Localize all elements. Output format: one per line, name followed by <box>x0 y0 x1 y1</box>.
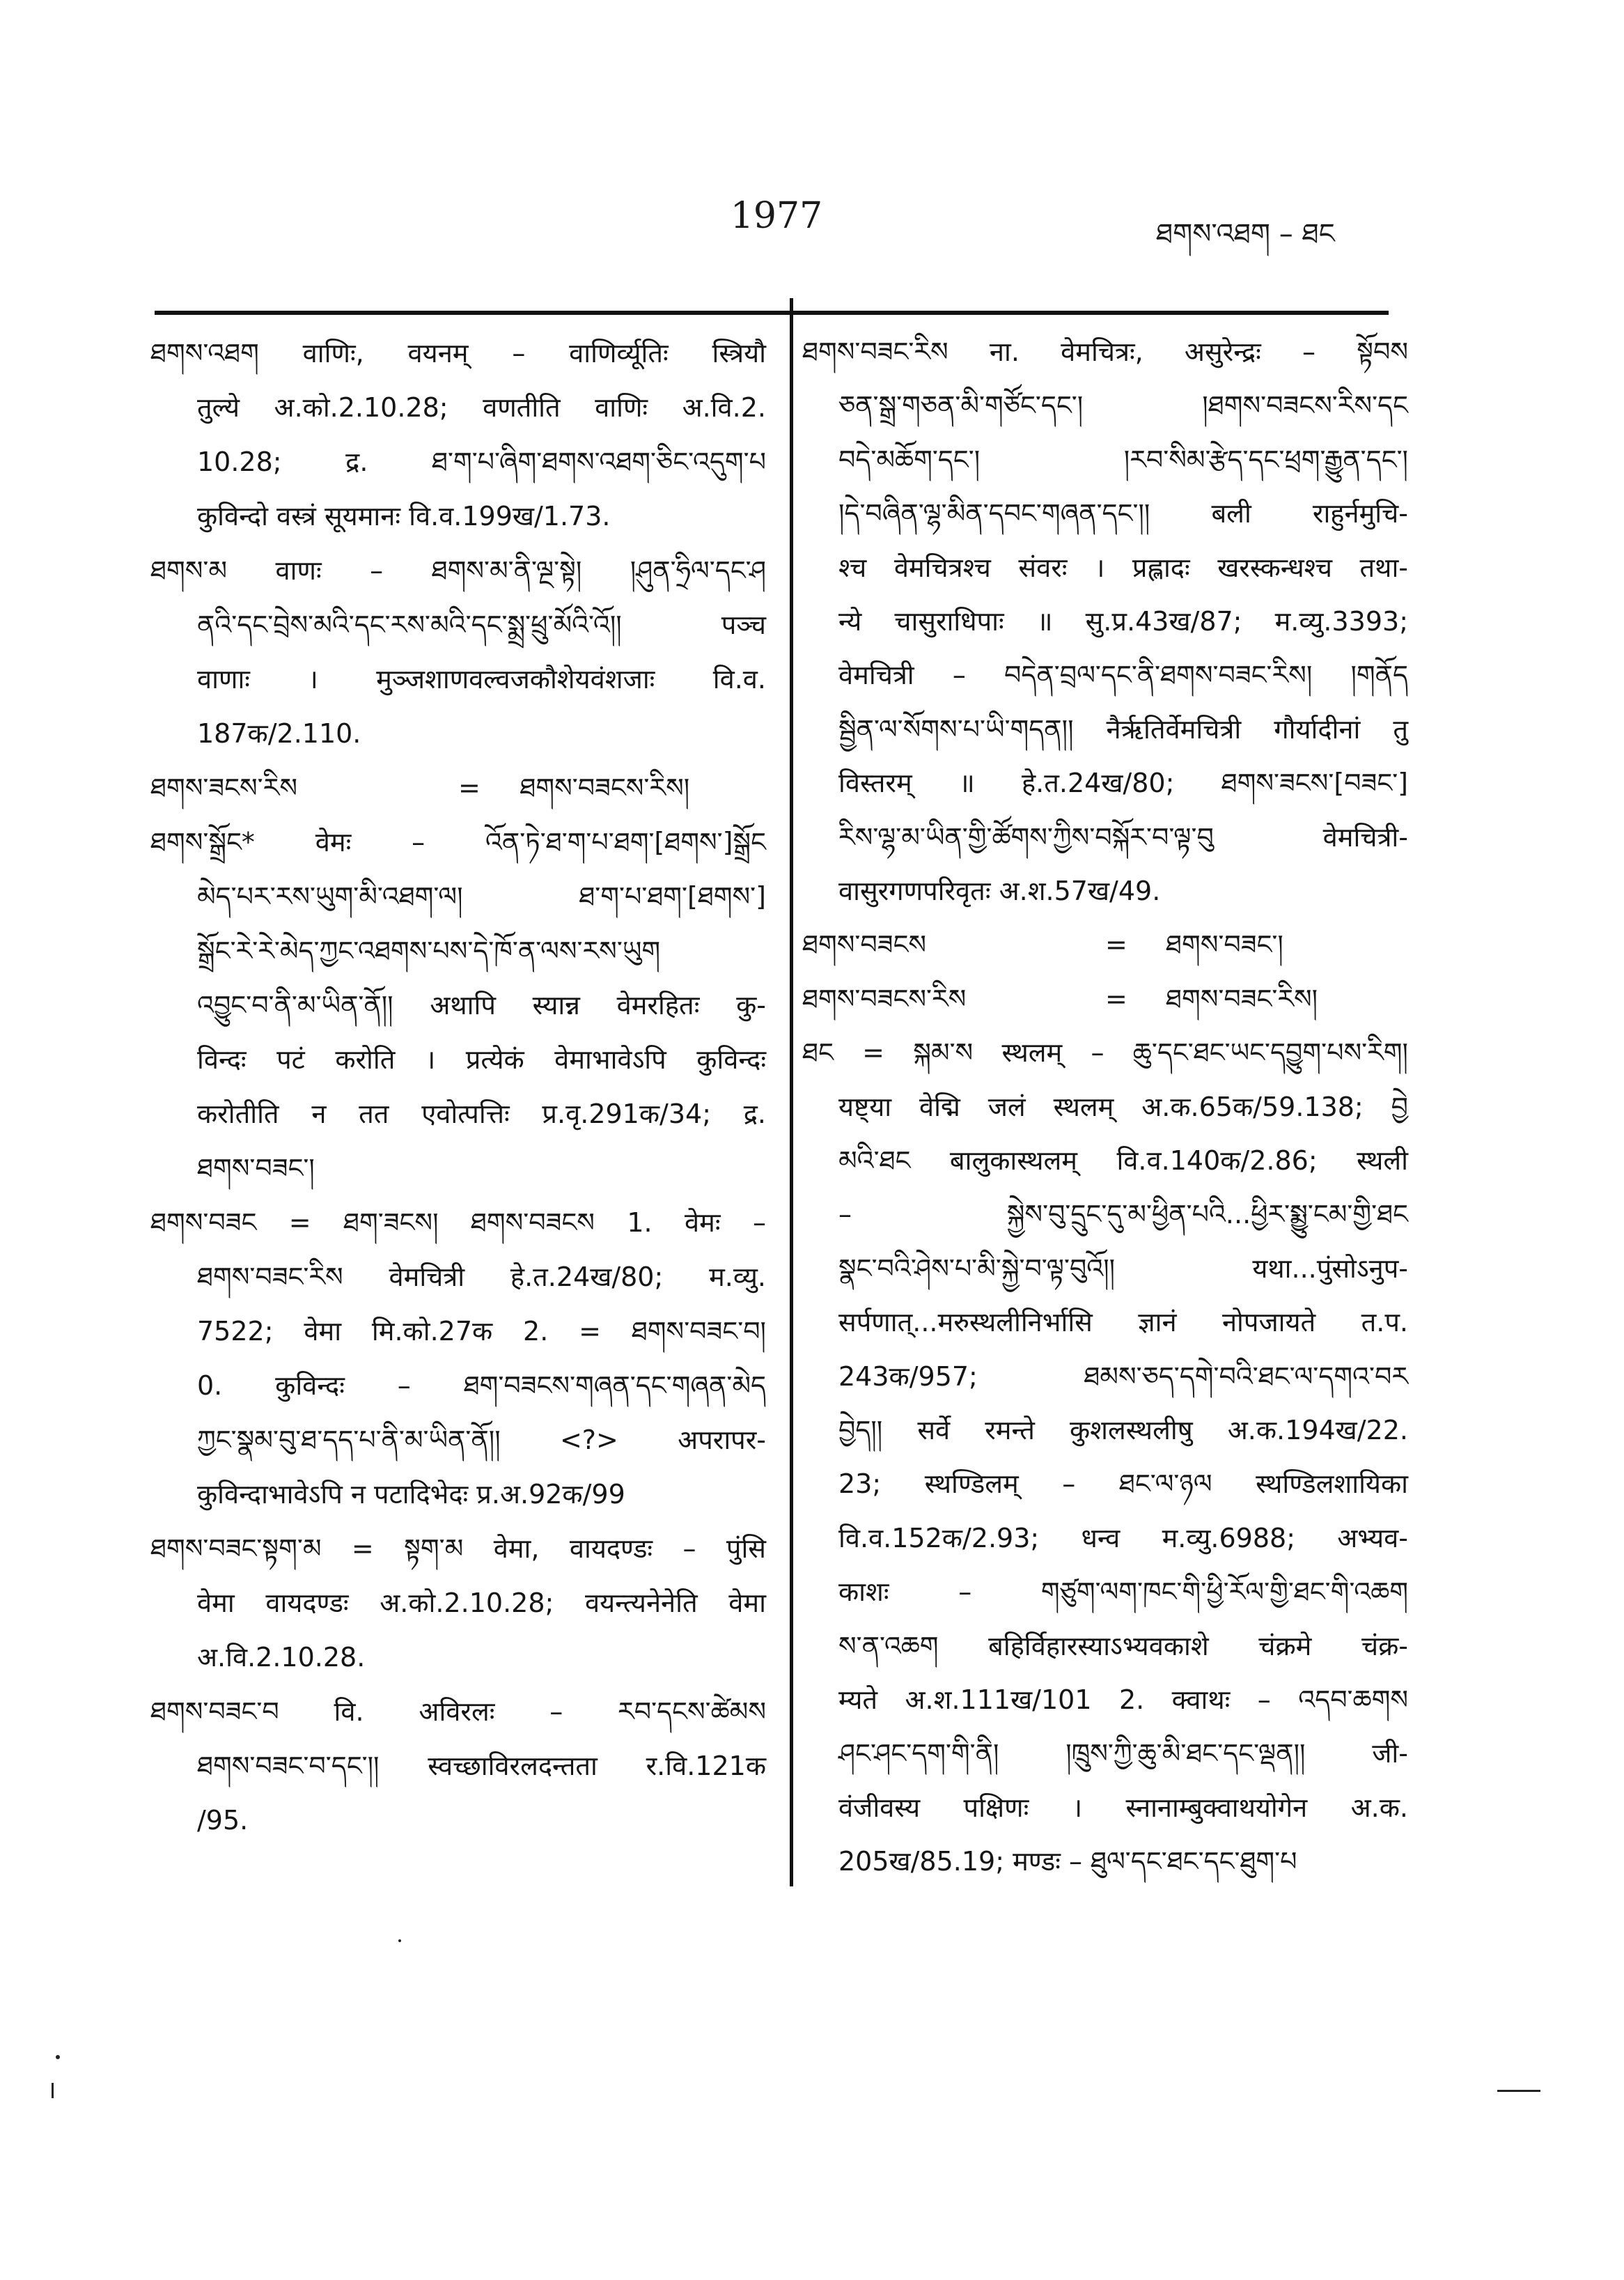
entry-line <box>802 978 1408 1020</box>
entry-line: ཅན་སྒྲ་གཅན་མི་གཙོང་དང་། །ཐགས་བཟངས་རིས་དང <box>838 390 1408 421</box>
xref-target: ཐགས་བཟང་། <box>1166 929 1283 961</box>
entry-line: སྦྱིན་ལ་སོགས་པ་ཡི་གདན།། नैर्ऋतिर्वेमचित्री गौर्यादीनां तु <box>838 713 1408 745</box>
column-divider <box>790 298 793 1886</box>
entry-line: काशः – གཙུག་ལག་ཁང་གི་ཕྱི་རོལ་གྱི་ཐང་གི་འཆག <box>838 1576 1408 1608</box>
entry-line: ཐགས་བཟང་བ་དང་།། स्वच्छाविरलदन्तता र.वि.121क <box>197 1751 766 1781</box>
entry-headword-line: ཐང = སྐམ་ས स्थलम् – ཆུ་དང་ཐང་ཡང་དབྱུག་པས་རིག། <box>802 1037 1408 1069</box>
entry-line: །དེ་བཞིན་ལྷ་མིན་དབང་གཞན་དང་།། बली राहुर्नमुचि- <box>838 498 1408 529</box>
entry-line: 205ख/85.19; मण्डः – ཐུལ་དང་ཐང་དང་ཐུག་པ <box>838 1846 1297 1877</box>
entry-line: न्ये चासुराधिपाः ॥ सु.प्र.43ख/87; म.व्यु.3393; <box>838 606 1408 637</box>
xref-target: ཐགས་བཟང་རིས། <box>1166 983 1318 1014</box>
entry-line: སྒྲོང་རེ་རེ་མེད་ཀྱང་འཐགས་པས་དེ་ཁོ་ན་ལས་རས་ཡུག <box>197 936 661 966</box>
entry-line: वि.व.152क/2.93; धन्व म.व्यु.6988; अभ्यव- <box>838 1522 1408 1553</box>
entry-line: འབྱུང་བ་ནི་མ་ཡིན་ནོ།། अथापि स्यान्न वेमरहितः कु- <box>197 990 766 1021</box>
entry-line: वाणाः । मुञ्जशाणवल्वजकौशेयवंशजाः वि.व. <box>197 664 766 695</box>
headword: ཐགས་བཟངས་རིས <box>802 983 967 1014</box>
equals-sign: = <box>1105 983 1127 1014</box>
page-number: 1977 <box>730 195 823 237</box>
entry-line: 0. कुविन्दः – ཐག་བཟངས་གཞན་དང་གཞན་མེད <box>197 1370 766 1401</box>
entry-line: वासुरगणपरिवृतः अ.श.57ख/49. <box>838 876 1161 906</box>
entry-headword-line: ཐགས་བཟང = ཐག་ཟངས། ཐགས་བཟངས 1. वेमः – <box>150 1207 766 1238</box>
entry-line: བྱེད།། सर्वे रमन्ते कुशलस्थलीषु अ.क.194ख/22. <box>838 1415 1408 1445</box>
entry-line: 23; स्थण्डिलम् – ཐང་ལ་ཉལ स्थण्डिलशायिका <box>838 1468 1408 1500</box>
entry-line <box>150 767 766 809</box>
header-rule <box>155 311 1389 315</box>
entry-line: वेमा वायदण्डः अ.को.2.10.28; वयन्त्यनेनेति वेमा <box>197 1588 766 1618</box>
entry-line: 187क/2.110. <box>197 718 361 749</box>
entry-headword-line: ཐགས་སྒྲོང* वेमः – འོན་ཏེ་ཐ་ག་པ་ཐག་[ཐགས་]སྒྲོང <box>150 827 766 858</box>
entry-line: म्यते अ.श.111ख/101 2. क्वाथः – འདབ་ཆགས <box>838 1684 1408 1715</box>
stray-tick <box>52 2083 54 2098</box>
entry-headword-line: ཐགས་བཟང་བ वि. अविरलः – རབ་དངས་ཚེམས <box>150 1696 766 1727</box>
entry-line: अ.वि.2.10.28. <box>197 1642 366 1673</box>
entry-line: མའི་ཐང बालुकास्थलम् वि.व.140क/2.86; स्थली <box>838 1145 1408 1176</box>
entry-line: – སྐྱེས་བུ་དྲུང་དུ་མ་ཕྱིན་པའི...ཕྱིར་སྨྱུ་ངམ་གྱི་ཐང <box>838 1199 1408 1230</box>
entry-line <box>802 924 1408 965</box>
entry-line: सर्पणात्...मरुस्थलीनिर्भासि ज्ञानं नोपजायते त.प. <box>838 1307 1408 1338</box>
entry-line: करोतीति न तत एवोत्पत्तिः प्र.वृ.291क/34; द्र. <box>197 1099 766 1129</box>
stray-dot <box>398 1939 401 1942</box>
headword: ཐགས་བཟངས <box>802 929 927 961</box>
entry-line: 10.28; द्र. ཐ་ག་པ་ཞིག་ཐགས་འཐག་ཅིང་འདུག་པ <box>197 447 766 477</box>
entry-line: 243क/957; ཐམས་ཅད་དགེ་བའི་ཐང་ལ་དགའ་བར <box>838 1360 1408 1392</box>
headword: ཐགས་ཟངས་རིས <box>150 773 297 803</box>
entry-headword-line: ཐགས་བཟང་རིས ना. वेमचित्रः, असुरेन्द्रः – སྟོབས <box>802 336 1408 367</box>
running-head: ཐགས་འཐག – ཐང <box>1156 218 1335 250</box>
entry-line: ཀྱང་སྣམ་བུ་ཐ་དད་པ་ནི་མ་ཡིན་ནོ།། <?> अपरापर- <box>197 1425 766 1455</box>
stray-dash <box>1497 2090 1540 2092</box>
entry-line: कुविन्दाभावेऽपि न पटादिभेदः प्र.अ.92क/99 <box>197 1479 625 1510</box>
entry-line: वंजीवस्य पक्षिणः । स्नानाम्बुक्वाथयोगेन अ.क. <box>838 1792 1408 1823</box>
entry-line: /95. <box>197 1805 249 1836</box>
entry-line: विन्दः पटं करोति । प्रत्येकं वेमाभावेऽपि कुविन्दः <box>197 1044 766 1075</box>
equals-sign: = <box>1105 929 1127 961</box>
entry-line: श्च वेमचित्रश्च संवरः । प्रह्लादः खरस्कन्धश्च तथा- <box>838 552 1408 583</box>
entry-line: ཐགས་བཟང་རིས वेमचित्री हे.त.24ख/80; म.व्यु. <box>197 1262 766 1292</box>
entry-line: ས་ན་འཆག बहिर्विहारस्याऽभ्यवकाशे चंक्रमे चंक्र- <box>838 1630 1408 1661</box>
entry-line: यष्ट्या वेद्मि जलं स्थलम् अ.क.65क/59.138; བྱེ <box>838 1091 1408 1122</box>
entry-line: སྣང་བའི་ཤེས་པ་མི་སྐྱེ་བ་ལྟ་བུའོ།། यथा...पुंसोऽनुप- <box>838 1253 1408 1284</box>
entry-line: མེད་པར་རས་ཡུག་མི་འཐག་ལ། ཐ་ག་པ་ཐག་[ཐགས་] <box>197 881 766 912</box>
stray-dot <box>56 2055 60 2059</box>
entry-line: ཐགས་བཟང་། <box>197 1153 315 1184</box>
entry-headword-line: ཐགས་མ वाणः – ཐགས་མ་ནི་ལྔ་སྟེ། །ཤུན་ཧྲིལ་དང་ཤ <box>150 555 766 586</box>
entry-line: བདེ་མཆོག་དང་། །རབ་སིམ་རྩེད་དང་ཕྲག་རྒྱུན་དང་། <box>838 444 1408 475</box>
entry-line: 7522; वेमा मि.को.27क 2. = ཐགས་བཟང་བ། <box>197 1316 766 1347</box>
entry-line: कुविन्दो वस्त्रं सूयमानः वि.व.199ख/1.73. <box>197 501 611 532</box>
equals-sign: = <box>458 773 481 803</box>
entry-line: विस्तरम् ॥ हे.त.24ख/80; ཐགས་ཟངས་[བཟང་] <box>838 768 1408 799</box>
entry-line: ནའི་དང་བྲེས་མའི་དང་རས་མའི་དང་སྨྲ་ཕྲུ་མོའི་འོ།། पञ्च <box>197 610 766 640</box>
entry-headword-line: ཐགས་འཐག वाणिः, वयनम् – वाणिर्व्यूतिः स्त्रियौ <box>150 338 766 369</box>
entry-line: ཤང་ཤང་དག་གི་ནི། །ཁྲུས་ཀྱི་ཆུ་མི་ཐང་དང་ལྡན།། जी- <box>838 1738 1408 1769</box>
entry-headword-line: ཐགས་བཟང་སྟག་མ = སྟག་མ वेमा, वायदण्डः – पुंसि <box>150 1533 766 1564</box>
entry-line: རིས་ལྷ་མ་ཡིན་གྱི་ཚོགས་ཀྱིས་བསྐོར་བ་ལྟ་བུ वेमचित्री- <box>838 821 1408 853</box>
entry-line: वेमचित्री – བདེན་བྲལ་དང་ནི་ཐགས་བཟང་རིས། །གནོད <box>838 660 1408 691</box>
entry-line: तुल्ये अ.को.2.10.28; वणतीति वाणिः अ.वि.2. <box>197 392 766 423</box>
xref-target: ཐགས་བཟངས་རིས། <box>520 773 690 803</box>
